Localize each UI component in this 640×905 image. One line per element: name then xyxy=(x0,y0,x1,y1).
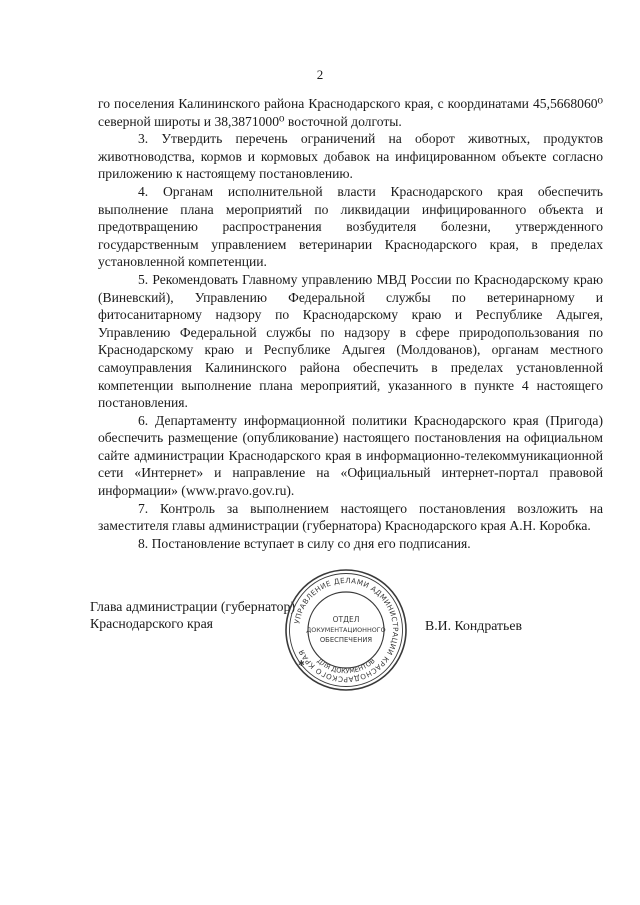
paragraph-3: 3. Утвердить перечень ограничений на оборот животных, продуктов животноводства, кормов и кормовых добавок на инфицированном объекте согласно приложению к настоящему постановлению. xyxy=(98,131,603,182)
paragraph-6: 6. Департаменту информационной политики Краснодарского края (Пригода) обеспечить размещение (опубликование) настоящего постановления на официальном сайте администрации Краснодарского края в информационно-телекоммуникационной сети «Интернет» и направление на «Официальный интернет-портал правовой информации» (www.pravo.gov.ru). xyxy=(98,412,603,499)
page-number: 2 xyxy=(316,67,324,82)
document-body xyxy=(98,95,603,552)
official-stamp xyxy=(282,566,410,694)
paragraph-4: 4. Органам исполнительной власти Краснодарского края обеспечить выполнение плана мероприятий по ликвидации инфицированного объекта и предотвращению распространения возбудителя болезни, утвержденного государственным управлением ветеринарии Краснодарского края, в пределах установленной компетенции. xyxy=(98,183,603,270)
signatory-name: В.И. Кондратьев xyxy=(425,618,522,633)
stamp-center-line1: ОТДЕЛ xyxy=(332,615,360,624)
paragraph-continuation: го поселения Калининского района Краснодарского края, с координатами 45,5668060⁰ северной широты и 38,3871000⁰ восточной долготы. xyxy=(98,96,603,129)
paragraph-7: 7. Контроль за выполнением настоящего постановления возложить на заместителя главы администрации (губернатора) Краснодарского края А.Н. Коробка. xyxy=(98,500,603,534)
stamp-center-line3: ОБЕСПЕЧЕНИЯ xyxy=(319,636,373,644)
paragraph-5: 5. Рекомендовать Главному управлению МВД России по Краснодарскому краю (Виневский), Управлению Федеральной службы по ветеринарному и фитосанитарному надзору по Краснодарскому краю и Республике Адыгея, Управлению Федеральной службы по надзору в сфере природопользования по Краснодарскому краю и Республике Адыгея (Молдованов), органам местного самоуправления Калининского района обеспечить в пределах установленной компетенции выполнение плана мероприятий, указанного в пункте 4 настоящего постановления. xyxy=(98,271,603,411)
signatory-position xyxy=(90,598,295,632)
stamp-ring-text: УПРАВЛЕНИЕ ДЕЛАМИ АДМИНИСТРАЦИИ КРАСНОДАРСКОГО КРАЯ xyxy=(292,575,401,685)
stamp-star-icon: ✱ xyxy=(298,659,305,668)
signatory-position-line2: Краснодарского края xyxy=(90,616,214,631)
signatory-position-line1: Глава администрации (губернатор) xyxy=(90,599,296,614)
stamp-bottom-text: ДЛЯ ДОКУМЕНТОВ xyxy=(315,656,377,676)
paragraph-8: 8. Постановление вступает в силу со дня его подписания. xyxy=(138,535,471,551)
stamp-seal xyxy=(282,566,410,694)
stamp-center-line2: ДОКУМЕНТАЦИОННОГО xyxy=(306,626,386,634)
